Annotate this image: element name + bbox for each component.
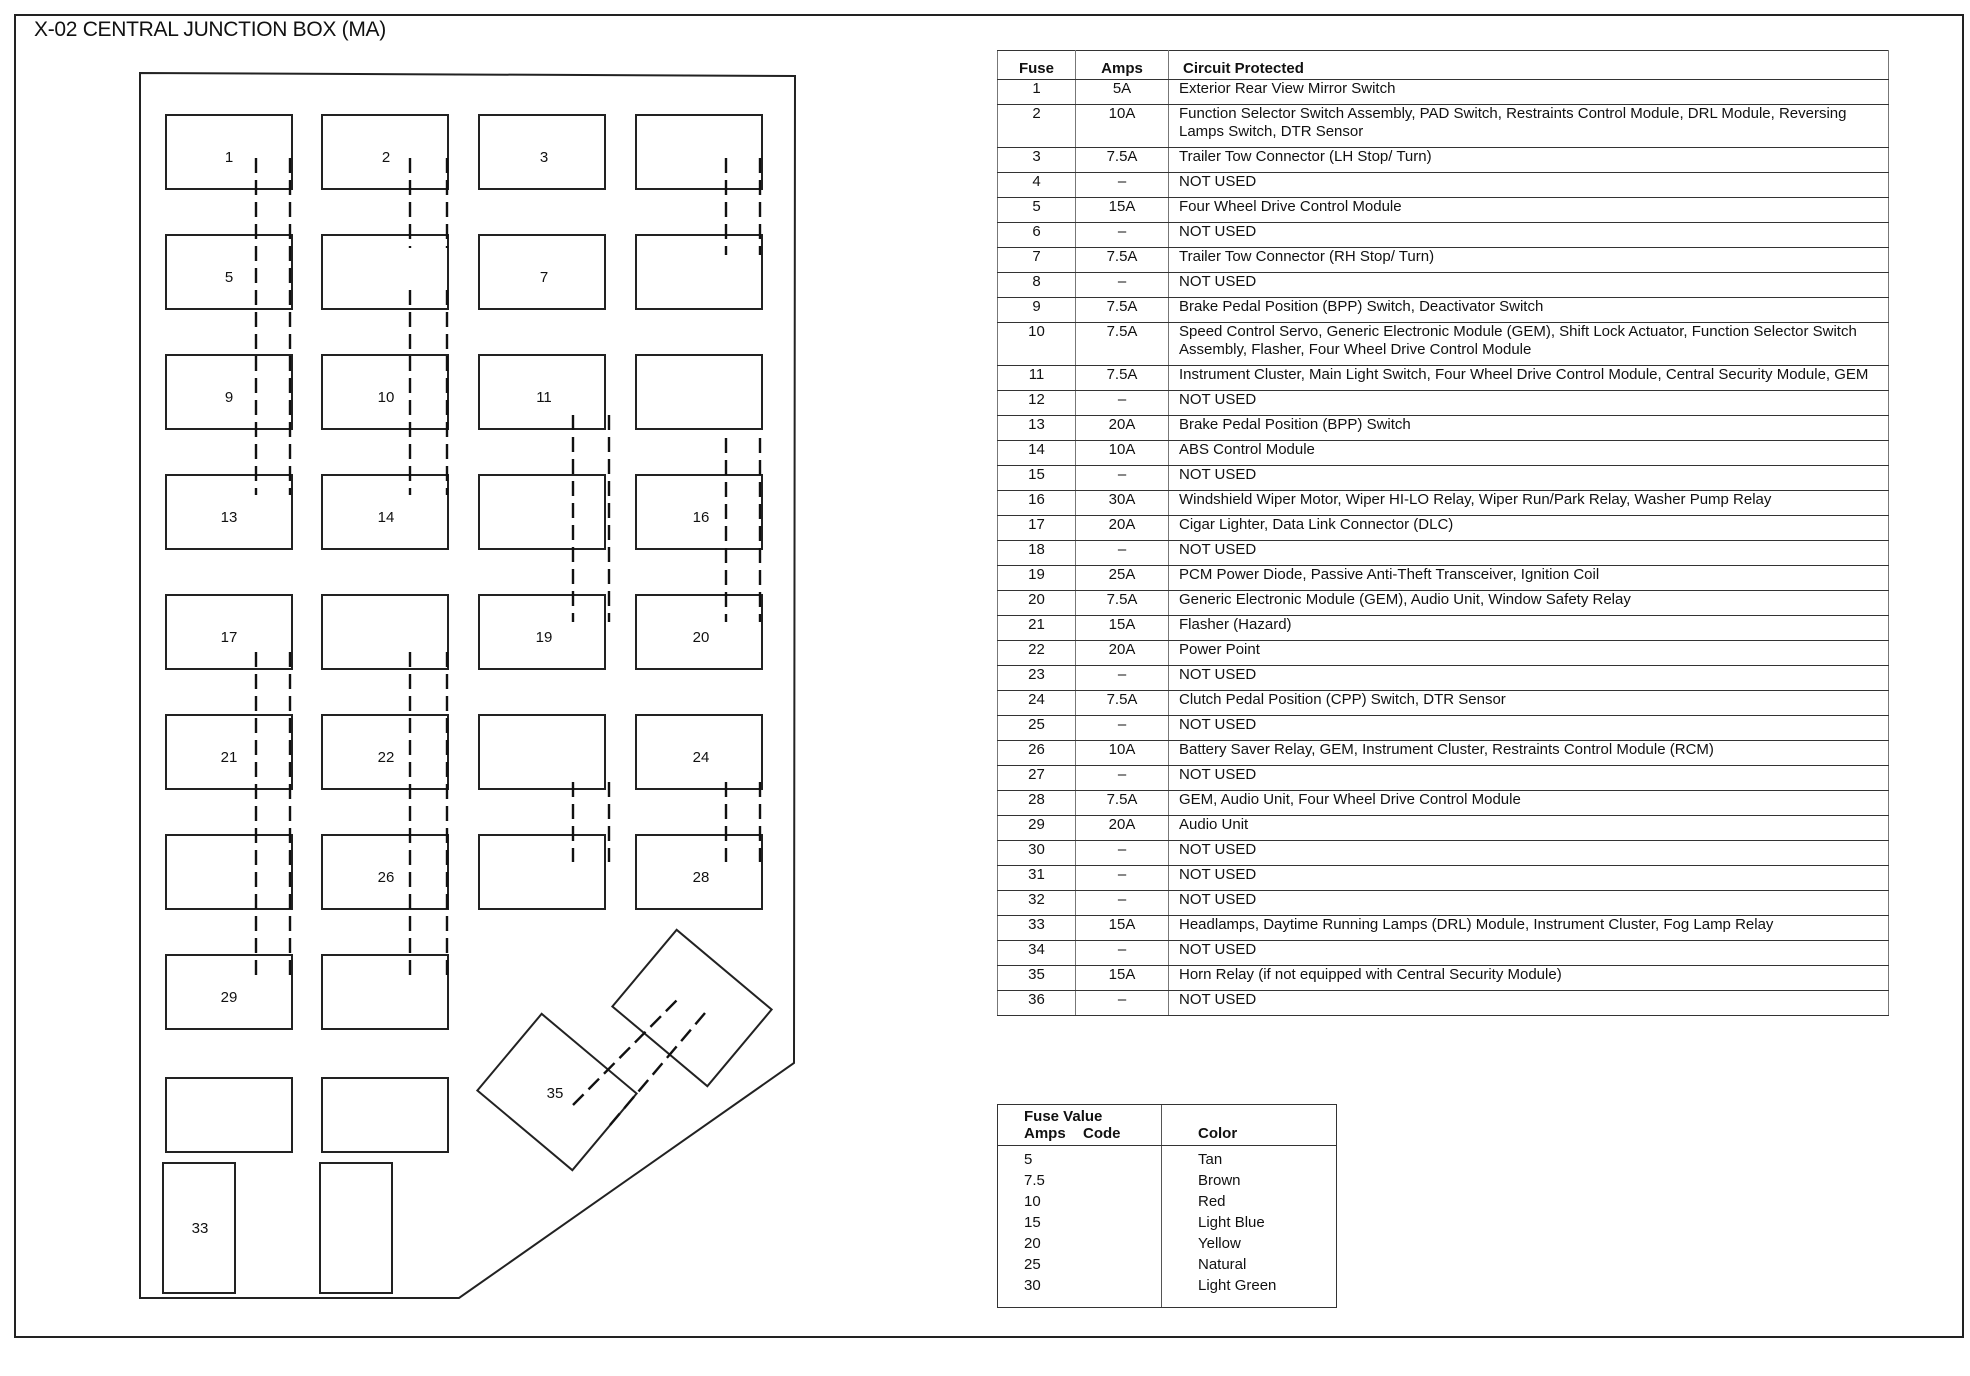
fuse-number: 6 <box>998 223 1076 248</box>
fuse-circuit: NOT USED <box>1169 891 1889 916</box>
fuse-row <box>998 466 1889 491</box>
fuse-label: 22 <box>377 749 395 766</box>
fuse-label: 35 <box>546 1085 564 1102</box>
fuse-number: 33 <box>998 916 1076 941</box>
fuse-circuit: NOT USED <box>1169 223 1889 248</box>
fuse-circuit: NOT USED <box>1169 841 1889 866</box>
fuse-circuit: NOT USED <box>1169 716 1889 741</box>
fuse-amps: – <box>1076 866 1169 891</box>
fuse-amps: – <box>1076 991 1169 1016</box>
fuse-number: 27 <box>998 766 1076 791</box>
fuse-circuit: Brake Pedal Position (BPP) Switch, Deactivator Switch <box>1169 298 1889 323</box>
fuse-number: 30 <box>998 841 1076 866</box>
fuse-number: 24 <box>998 691 1076 716</box>
fuse-circuit: Function Selector Switch Assembly, PAD Switch, Restraints Control Module, DRL Module, Reversing Lamps Switch, DTR Sensor <box>1169 105 1889 148</box>
fuse-circuit: ABS Control Module <box>1169 441 1889 466</box>
fuse-amps: 7.5A <box>1076 366 1169 391</box>
fuse-circuit: Trailer Tow Connector (RH Stop/ Turn) <box>1169 248 1889 273</box>
fuse-circuit: NOT USED <box>1169 541 1889 566</box>
fuse-row <box>998 105 1889 148</box>
fuse-amps: – <box>1076 541 1169 566</box>
fuse-row <box>998 148 1889 173</box>
fuse-color-code-table <box>997 1104 1337 1308</box>
fuse-circuit: PCM Power Diode, Passive Anti-Theft Transceiver, Ignition Coil <box>1169 566 1889 591</box>
header-fuse: Fuse <box>998 51 1076 80</box>
fuse-circuit: NOT USED <box>1169 866 1889 891</box>
fuse-label: 20 <box>692 629 710 646</box>
fuse-number: 21 <box>998 616 1076 641</box>
fuse-row <box>998 641 1889 666</box>
fuse-row <box>998 741 1889 766</box>
fuse-circuit: Horn Relay (if not equipped with Central Security Module) <box>1169 966 1889 991</box>
fuse-circuit: NOT USED <box>1169 766 1889 791</box>
fuse-label: 13 <box>220 509 238 526</box>
fuse-amps: 20A <box>1076 516 1169 541</box>
fuse-row <box>998 366 1889 391</box>
color-header-fuse-value: Fuse Value <box>1024 1108 1103 1125</box>
fuse-number: 17 <box>998 516 1076 541</box>
color-name: Tan <box>1198 1151 1223 1168</box>
color-name: Light Green <box>1198 1277 1277 1294</box>
fuse-number: 22 <box>998 641 1076 666</box>
fuse-row <box>998 991 1889 1016</box>
fuse-circuit: Audio Unit <box>1169 816 1889 841</box>
fuse-row <box>998 441 1889 466</box>
fuse-circuit: Instrument Cluster, Main Light Switch, Four Wheel Drive Control Module, Central Security Module, GEM <box>1169 366 1889 391</box>
fuse-row <box>998 223 1889 248</box>
fuse-label: 2 <box>381 149 391 166</box>
color-amps: 20 <box>1024 1235 1041 1252</box>
fuse-circuit: NOT USED <box>1169 941 1889 966</box>
fuse-label: 28 <box>692 869 710 886</box>
fuse-label: 1 <box>224 149 234 166</box>
fuse-number: 11 <box>998 366 1076 391</box>
fuse-number: 18 <box>998 541 1076 566</box>
fuse-circuit: Headlamps, Daytime Running Lamps (DRL) Module, Instrument Cluster, Fog Lamp Relay <box>1169 916 1889 941</box>
color-row <box>998 1172 1336 1193</box>
fuse-amps: – <box>1076 841 1169 866</box>
color-row <box>998 1235 1336 1256</box>
fuse-row <box>998 491 1889 516</box>
fuse-label: 21 <box>220 749 238 766</box>
fuse-number: 32 <box>998 891 1076 916</box>
fuse-label: 17 <box>220 629 238 646</box>
fuse-number: 8 <box>998 273 1076 298</box>
fuse-circuit: Speed Control Servo, Generic Electronic Module (GEM), Shift Lock Actuator, Function Selector Switch Assembly, Flasher, Four Wheel Drive Control Module <box>1169 323 1889 366</box>
fuse-number: 20 <box>998 591 1076 616</box>
fuse-row <box>998 298 1889 323</box>
fuse-amps: 7.5A <box>1076 323 1169 366</box>
fuse-amps: 20A <box>1076 816 1169 841</box>
fuse-number: 19 <box>998 566 1076 591</box>
color-row <box>998 1151 1336 1172</box>
fuse-circuit: Cigar Lighter, Data Link Connector (DLC) <box>1169 516 1889 541</box>
fuse-label: 19 <box>535 629 553 646</box>
fuse-slot <box>479 835 605 909</box>
header-circuit: Circuit Protected <box>1169 51 1889 80</box>
fuse-number: 16 <box>998 491 1076 516</box>
fuse-number: 13 <box>998 416 1076 441</box>
fuse-number: 5 <box>998 198 1076 223</box>
fuse-circuit: Generic Electronic Module (GEM), Audio Unit, Window Safety Relay <box>1169 591 1889 616</box>
fuse-label: 29 <box>220 989 238 1006</box>
fuse-circuit: Flasher (Hazard) <box>1169 616 1889 641</box>
fuse-slot <box>636 235 762 309</box>
fuse-number: 26 <box>998 741 1076 766</box>
color-name: Brown <box>1198 1172 1241 1189</box>
fuse-row <box>998 248 1889 273</box>
fuse-number: 34 <box>998 941 1076 966</box>
color-amps: 25 <box>1024 1256 1041 1273</box>
fuse-row <box>998 791 1889 816</box>
fuse-number: 36 <box>998 991 1076 1016</box>
fuse-label: 5 <box>224 269 234 286</box>
fuse-amps: 10A <box>1076 105 1169 148</box>
fuse-circuit: NOT USED <box>1169 466 1889 491</box>
fuse-row <box>998 198 1889 223</box>
fuse-amps: – <box>1076 173 1169 198</box>
color-header-amps: Amps <box>1024 1125 1066 1142</box>
fuse-circuit: NOT USED <box>1169 991 1889 1016</box>
fuse-row <box>998 866 1889 891</box>
header-amps: Amps <box>1076 51 1169 80</box>
color-amps: 10 <box>1024 1193 1041 1210</box>
fuse-amps: 15A <box>1076 966 1169 991</box>
fuse-circuit: NOT USED <box>1169 173 1889 198</box>
fuse-row <box>998 666 1889 691</box>
fuse-slot <box>166 1078 292 1152</box>
fuse-amps: 7.5A <box>1076 791 1169 816</box>
fuse-amps: – <box>1076 391 1169 416</box>
fuse-number: 4 <box>998 173 1076 198</box>
fuse-amps: – <box>1076 891 1169 916</box>
fuse-amps: – <box>1076 941 1169 966</box>
fuse-amps: 15A <box>1076 198 1169 223</box>
fuse-circuit: Windshield Wiper Motor, Wiper HI-LO Relay, Wiper Run/Park Relay, Washer Pump Relay <box>1169 491 1889 516</box>
fuse-amps: – <box>1076 666 1169 691</box>
fuse-row <box>998 416 1889 441</box>
color-name: Light Blue <box>1198 1214 1265 1231</box>
fuse-label: 7 <box>539 269 549 286</box>
fuse-amps: – <box>1076 466 1169 491</box>
fuse-slot <box>166 835 292 909</box>
fuse-row <box>998 391 1889 416</box>
fuse-row <box>998 716 1889 741</box>
fuse-amps: 15A <box>1076 916 1169 941</box>
fuse-number: 1 <box>998 80 1076 105</box>
fuse-label: 3 <box>539 149 549 166</box>
fuse-amps: 7.5A <box>1076 591 1169 616</box>
fuse-label: 33 <box>191 1220 209 1237</box>
fuse-amps: – <box>1076 716 1169 741</box>
fuse-row <box>998 941 1889 966</box>
fuse-number: 15 <box>998 466 1076 491</box>
color-header-code: Code <box>1083 1125 1121 1142</box>
fuse-amps: 10A <box>1076 741 1169 766</box>
fuse-amps: 20A <box>1076 416 1169 441</box>
fuse-number: 28 <box>998 791 1076 816</box>
fuse-circuit: Battery Saver Relay, GEM, Instrument Cluster, Restraints Control Module (RCM) <box>1169 741 1889 766</box>
fuse-row <box>998 816 1889 841</box>
fuse-row <box>998 766 1889 791</box>
fuse-circuit: Trailer Tow Connector (LH Stop/ Turn) <box>1169 148 1889 173</box>
color-row <box>998 1214 1336 1235</box>
fuse-circuit: NOT USED <box>1169 666 1889 691</box>
page-title: X-02 CENTRAL JUNCTION BOX (MA) <box>34 18 386 41</box>
color-row <box>998 1277 1336 1298</box>
fuse-amps: 7.5A <box>1076 148 1169 173</box>
fuse-amps: – <box>1076 766 1169 791</box>
fuse-amps: 25A <box>1076 566 1169 591</box>
fuse-circuit: GEM, Audio Unit, Four Wheel Drive Control Module <box>1169 791 1889 816</box>
fuse-number: 7 <box>998 248 1076 273</box>
fuse-circuit: Exterior Rear View Mirror Switch <box>1169 80 1889 105</box>
fuse-amps: 20A <box>1076 641 1169 666</box>
fuse-number: 25 <box>998 716 1076 741</box>
color-name: Natural <box>1198 1256 1247 1273</box>
fuse-amps: 7.5A <box>1076 298 1169 323</box>
fuse-amps: 5A <box>1076 80 1169 105</box>
fuse-label: 26 <box>377 869 395 886</box>
fuse-amps: – <box>1076 223 1169 248</box>
fuse-circuit: NOT USED <box>1169 273 1889 298</box>
fuse-row <box>998 516 1889 541</box>
fuse-slot <box>636 115 762 189</box>
fuse-amps: – <box>1076 273 1169 298</box>
fuse-row <box>998 841 1889 866</box>
fuse-slot <box>636 355 762 429</box>
fuse-label: 14 <box>377 509 395 526</box>
color-amps: 15 <box>1024 1214 1041 1231</box>
fuse-number: 3 <box>998 148 1076 173</box>
fuse-number: 9 <box>998 298 1076 323</box>
fuse-amps: 7.5A <box>1076 248 1169 273</box>
fuse-label: 9 <box>224 389 234 406</box>
color-amps: 7.5 <box>1024 1172 1045 1189</box>
fuse-row <box>998 591 1889 616</box>
fuse-amps: 7.5A <box>1076 691 1169 716</box>
fuse-number: 23 <box>998 666 1076 691</box>
fuse-row <box>998 891 1889 916</box>
fuse-number: 12 <box>998 391 1076 416</box>
fuse-table-header <box>998 51 1889 80</box>
fuse-circuit: Clutch Pedal Position (CPP) Switch, DTR Sensor <box>1169 691 1889 716</box>
fuse-row <box>998 273 1889 298</box>
fuse-slot <box>322 955 448 1029</box>
fuse-slot <box>322 235 448 309</box>
fuse-number: 14 <box>998 441 1076 466</box>
fuse-row <box>998 323 1889 366</box>
color-amps: 30 <box>1024 1277 1041 1294</box>
fuse-slot <box>479 715 605 789</box>
fuse-row <box>998 541 1889 566</box>
fuse-number: 29 <box>998 816 1076 841</box>
fuse-slot <box>322 595 448 669</box>
fuse-number: 10 <box>998 323 1076 366</box>
fuse-label: 11 <box>536 389 552 406</box>
fuse-row <box>998 616 1889 641</box>
fuse-circuit: Four Wheel Drive Control Module <box>1169 198 1889 223</box>
color-name: Yellow <box>1198 1235 1241 1252</box>
fuse-label: 24 <box>692 749 710 766</box>
color-row <box>998 1193 1336 1214</box>
fuse-amps: 10A <box>1076 441 1169 466</box>
fuse-row <box>998 691 1889 716</box>
fuse-row <box>998 173 1889 198</box>
fuse-label: 16 <box>692 509 710 526</box>
fuse-number: 35 <box>998 966 1076 991</box>
color-row <box>998 1256 1336 1277</box>
fuse-slot <box>320 1163 392 1293</box>
fuse-row <box>998 916 1889 941</box>
fuse-table <box>997 50 1889 1016</box>
fuse-amps: 15A <box>1076 616 1169 641</box>
fuse-number: 31 <box>998 866 1076 891</box>
fuse-row <box>998 966 1889 991</box>
fuse-slot <box>322 1078 448 1152</box>
color-amps: 5 <box>1024 1151 1033 1168</box>
fuse-row <box>998 566 1889 591</box>
color-header-color: Color <box>1198 1125 1238 1142</box>
fuse-number: 2 <box>998 105 1076 148</box>
fuse-label: 10 <box>377 389 395 406</box>
fuse-circuit: Power Point <box>1169 641 1889 666</box>
fuse-row <box>998 80 1889 105</box>
fuse-amps: 30A <box>1076 491 1169 516</box>
fuse-circuit: NOT USED <box>1169 391 1889 416</box>
fuse-circuit: Brake Pedal Position (BPP) Switch <box>1169 416 1889 441</box>
fuse-slot <box>479 475 605 549</box>
color-name: Red <box>1198 1193 1226 1210</box>
